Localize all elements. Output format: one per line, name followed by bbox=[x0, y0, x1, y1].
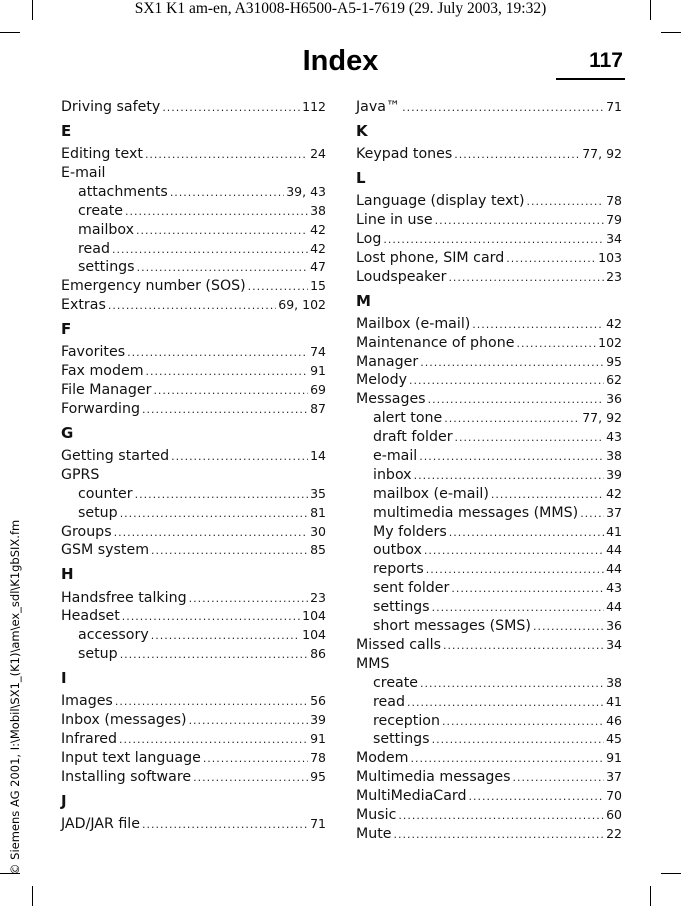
index-entry bbox=[356, 353, 622, 372]
index-page-numbers: 74 bbox=[310, 344, 326, 360]
index-term: setup bbox=[78, 646, 118, 663]
dot-leader bbox=[122, 608, 300, 627]
index-term: alert tone bbox=[373, 410, 443, 427]
index-page-numbers: 42 bbox=[310, 221, 326, 237]
index-page-numbers: 15 bbox=[310, 278, 326, 294]
index-term: settings bbox=[373, 731, 430, 748]
index-page-numbers: 37 bbox=[606, 504, 622, 520]
dot-leader bbox=[454, 146, 580, 165]
index-subentry bbox=[356, 598, 622, 617]
index-page-numbers: 39 bbox=[606, 466, 622, 482]
crop-mark-bottom-right-vertical bbox=[650, 886, 651, 906]
index-entry bbox=[61, 296, 326, 315]
dot-leader bbox=[136, 222, 308, 241]
index-term: Maintenance of phone bbox=[356, 334, 515, 351]
dot-leader bbox=[398, 807, 604, 826]
index-page-numbers: 91 bbox=[310, 731, 326, 747]
index-subentry bbox=[356, 447, 622, 466]
index-page-numbers: 37 bbox=[606, 769, 622, 785]
index-subentry bbox=[356, 693, 622, 712]
index-term: Fax modem bbox=[61, 363, 144, 380]
index-page-numbers: 86 bbox=[310, 646, 326, 662]
index-term: Driving safety bbox=[61, 99, 161, 115]
crop-mark-top-right-horizontal bbox=[661, 32, 681, 33]
index-entry bbox=[356, 98, 622, 117]
index-entry bbox=[356, 211, 622, 230]
index-subentry bbox=[356, 712, 622, 731]
index-entry bbox=[356, 825, 622, 844]
index-entry bbox=[356, 268, 622, 287]
dot-leader bbox=[162, 99, 300, 118]
index-page-numbers: 81 bbox=[310, 504, 326, 520]
index-term: Lost phone, SIM card bbox=[356, 249, 505, 266]
index-subentry bbox=[61, 240, 326, 259]
index-entry bbox=[61, 447, 326, 466]
dot-leader bbox=[513, 769, 605, 788]
index-page-numbers: 41 bbox=[606, 523, 622, 539]
index-term: Messages bbox=[356, 391, 426, 408]
index-subentry bbox=[356, 560, 622, 579]
index-entry bbox=[356, 636, 622, 655]
index-entry bbox=[356, 230, 622, 249]
dot-leader bbox=[151, 542, 308, 561]
index-term: mailbox bbox=[78, 221, 135, 238]
dot-leader bbox=[455, 429, 605, 448]
crop-mark-top-left-horizontal bbox=[0, 32, 20, 33]
index-subentry bbox=[356, 409, 622, 428]
index-term: inbox bbox=[373, 466, 412, 483]
index-term: short messages (SMS) bbox=[373, 618, 531, 635]
page-title: Index bbox=[302, 45, 379, 77]
index-page-numbers: 42 bbox=[606, 485, 622, 501]
index-term: Modem bbox=[356, 750, 409, 767]
index-letter-heading: F bbox=[61, 320, 72, 339]
dot-leader bbox=[442, 713, 604, 732]
index-page-numbers: 38 bbox=[606, 674, 622, 690]
index-term: JAD/JAR file bbox=[61, 815, 140, 832]
index-page-numbers: 56 bbox=[310, 693, 326, 709]
index-term: Editing text bbox=[61, 146, 143, 163]
index-subentry bbox=[61, 202, 326, 221]
index-page-numbers: 34 bbox=[606, 636, 622, 652]
index-entry bbox=[61, 98, 326, 117]
index-term: Log bbox=[356, 230, 382, 247]
index-term: Handsfree talking bbox=[61, 589, 187, 606]
index-letter-heading: K bbox=[356, 121, 368, 140]
index-term: Java™ bbox=[356, 99, 401, 115]
index-term: attachments bbox=[78, 183, 168, 200]
index-term: e-mail bbox=[373, 448, 418, 465]
index-page-numbers: 62 bbox=[606, 372, 622, 388]
dot-leader bbox=[580, 505, 604, 524]
index-page-numbers: 60 bbox=[606, 806, 622, 822]
dot-leader bbox=[420, 675, 604, 694]
index-term: Multimedia messages bbox=[356, 769, 511, 786]
index-term: Headset bbox=[61, 608, 120, 625]
index-entry bbox=[61, 749, 326, 768]
index-page-numbers: 95 bbox=[310, 768, 326, 784]
dot-leader bbox=[432, 599, 605, 618]
index-page-numbers: 34 bbox=[606, 230, 622, 246]
index-entry bbox=[356, 315, 622, 334]
index-entry bbox=[61, 466, 326, 485]
index-subentry bbox=[61, 221, 326, 240]
dot-leader bbox=[137, 259, 309, 278]
dot-leader bbox=[449, 524, 604, 543]
index-entry bbox=[356, 806, 622, 825]
dot-leader bbox=[526, 193, 604, 212]
crop-mark-bottom-left-vertical bbox=[32, 886, 33, 906]
dot-leader bbox=[120, 505, 308, 524]
index-page-numbers: 69 bbox=[310, 382, 326, 398]
index-term: settings bbox=[78, 259, 135, 276]
index-entry bbox=[356, 371, 622, 390]
dot-leader bbox=[420, 354, 604, 373]
index-term: accessory bbox=[78, 627, 149, 644]
index-term: Extras bbox=[61, 297, 106, 314]
index-subentry bbox=[356, 579, 622, 598]
index-letter-heading: L bbox=[356, 168, 366, 187]
index-page-numbers: 78 bbox=[606, 193, 622, 209]
dot-leader bbox=[444, 410, 580, 429]
index-page-numbers: 45 bbox=[606, 731, 622, 747]
index-term: Manager bbox=[356, 353, 419, 370]
index-page-numbers: 95 bbox=[606, 353, 622, 369]
dot-leader bbox=[127, 344, 308, 363]
dot-leader bbox=[142, 816, 308, 835]
dot-leader bbox=[248, 278, 308, 297]
index-subentry bbox=[356, 428, 622, 447]
dot-leader bbox=[428, 391, 605, 410]
index-page-numbers: 41 bbox=[606, 693, 622, 709]
index-term: E-mail bbox=[61, 164, 106, 181]
index-term: reports bbox=[373, 561, 424, 578]
index-term: Infrared bbox=[61, 731, 117, 748]
dot-leader bbox=[435, 212, 604, 231]
index-term: read bbox=[373, 693, 405, 710]
index-letter-heading: H bbox=[61, 565, 74, 584]
index-page-numbers: 112 bbox=[302, 99, 326, 114]
index-term: Music bbox=[356, 806, 397, 823]
index-letter-heading: M bbox=[356, 291, 371, 310]
index-entry bbox=[61, 145, 326, 164]
index-subentry bbox=[356, 466, 622, 485]
dot-leader bbox=[533, 618, 604, 637]
dot-leader bbox=[203, 750, 308, 769]
index-term: Images bbox=[61, 693, 113, 710]
dot-leader bbox=[125, 203, 308, 222]
page-number: 117 bbox=[589, 49, 623, 72]
running-header: SX1 K1 am-en, A31008-H6500-A5-1-7619 (29. July 2003, 19:32) bbox=[134, 0, 547, 17]
index-page-numbers: 85 bbox=[310, 542, 326, 558]
dot-leader bbox=[151, 627, 300, 646]
index-term: File Manager bbox=[61, 382, 152, 399]
index-subentry bbox=[356, 523, 622, 542]
index-page-numbers: 23 bbox=[310, 589, 326, 605]
dot-leader bbox=[443, 637, 604, 656]
index-entry bbox=[356, 334, 622, 353]
index-page-numbers: 14 bbox=[310, 448, 326, 464]
index-term: draft folder bbox=[373, 429, 453, 446]
index-page-numbers: 22 bbox=[606, 825, 622, 841]
index-page-numbers: 43 bbox=[606, 580, 622, 596]
index-entry bbox=[61, 815, 326, 834]
index-entry bbox=[61, 607, 326, 626]
index-term: MMS bbox=[356, 655, 390, 672]
dot-leader bbox=[189, 712, 309, 731]
index-subentry bbox=[356, 485, 622, 504]
dot-leader bbox=[506, 250, 596, 269]
index-column-right bbox=[356, 98, 622, 844]
dot-leader bbox=[112, 241, 308, 260]
index-term: Loudspeaker bbox=[356, 268, 447, 285]
dot-leader bbox=[491, 486, 604, 505]
index-page-numbers: 24 bbox=[310, 146, 326, 162]
index-subentry bbox=[356, 730, 622, 749]
index-term: MultiMediaCard bbox=[356, 788, 467, 805]
dot-leader bbox=[472, 316, 604, 335]
index-term: GPRS bbox=[61, 466, 100, 483]
index-term: sent folder bbox=[373, 580, 450, 597]
index-page-numbers: 71 bbox=[310, 815, 326, 831]
index-page-numbers: 44 bbox=[606, 542, 622, 558]
index-term: outbox bbox=[373, 542, 422, 559]
index-subentry bbox=[356, 504, 622, 523]
dot-leader bbox=[414, 467, 605, 486]
index-entry bbox=[61, 730, 326, 749]
index-page-numbers: 30 bbox=[310, 523, 326, 539]
dot-leader bbox=[419, 448, 604, 467]
index-entry bbox=[356, 145, 622, 164]
index-entry bbox=[61, 277, 326, 296]
dot-leader bbox=[189, 590, 309, 609]
index-page-numbers: 44 bbox=[606, 599, 622, 615]
index-page-numbers: 46 bbox=[606, 712, 622, 728]
index-page-numbers: 91 bbox=[310, 363, 326, 379]
dot-leader bbox=[394, 826, 605, 845]
dot-leader bbox=[448, 269, 604, 288]
index-page-numbers: 103 bbox=[598, 249, 622, 265]
index-entry bbox=[61, 362, 326, 381]
index-subentry bbox=[356, 674, 622, 693]
index-entry bbox=[61, 381, 326, 400]
dot-leader bbox=[432, 731, 605, 750]
index-term: Keypad tones bbox=[356, 146, 453, 163]
dot-leader bbox=[468, 788, 604, 807]
index-term: Favorites bbox=[61, 344, 126, 361]
index-term: Language (display text) bbox=[356, 193, 525, 210]
index-page-numbers: 102 bbox=[598, 334, 622, 350]
copyright-side-note: © Siemens AG 2001, I:\Mobil\SX1_(K1)\am\ex_sdl\K1gbSIX.fm bbox=[8, 519, 22, 875]
index-term: My folders bbox=[373, 523, 447, 540]
dot-leader bbox=[193, 769, 308, 788]
index-page-numbers: 38 bbox=[606, 448, 622, 464]
index-subentry bbox=[61, 183, 326, 202]
index-term: Line in use bbox=[356, 212, 433, 229]
index-page-numbers: 104 bbox=[302, 627, 326, 643]
index-term: settings bbox=[373, 599, 430, 616]
index-term: reception bbox=[373, 712, 440, 729]
index-page-numbers: 36 bbox=[606, 391, 622, 407]
index-page-numbers: 79 bbox=[606, 212, 622, 228]
dot-leader bbox=[145, 146, 308, 165]
index-page-numbers: 42 bbox=[310, 240, 326, 256]
index-page-numbers: 38 bbox=[310, 202, 326, 218]
index-entry bbox=[61, 711, 326, 730]
dot-leader bbox=[383, 231, 604, 250]
index-page-numbers: 87 bbox=[310, 400, 326, 416]
index-entry bbox=[356, 655, 622, 674]
index-term: mailbox (e-mail) bbox=[373, 485, 489, 502]
index-term: Inbox (messages) bbox=[61, 712, 187, 729]
dot-leader bbox=[426, 561, 604, 580]
index-term: create bbox=[78, 202, 124, 219]
index-subentry bbox=[356, 617, 622, 636]
index-entry bbox=[61, 541, 326, 560]
dot-leader bbox=[135, 486, 309, 505]
index-subentry bbox=[61, 626, 326, 645]
index-term: Emergency number (SOS) bbox=[61, 278, 246, 295]
index-entry bbox=[61, 164, 326, 183]
index-page-numbers: 44 bbox=[606, 561, 622, 577]
dot-leader bbox=[146, 363, 309, 382]
index-term: Mute bbox=[356, 825, 392, 842]
index-column-left bbox=[61, 98, 326, 834]
index-page-numbers: 78 bbox=[310, 749, 326, 765]
index-page-numbers: 36 bbox=[606, 618, 622, 634]
dot-leader bbox=[142, 401, 308, 420]
index-page-numbers: 77, 92 bbox=[582, 146, 622, 162]
index-subentry bbox=[61, 485, 326, 504]
index-entry bbox=[61, 343, 326, 362]
index-page-numbers: 104 bbox=[302, 608, 326, 624]
dot-leader bbox=[108, 297, 276, 316]
dot-leader bbox=[410, 750, 604, 769]
index-page-numbers: 71 bbox=[606, 99, 622, 114]
index-page-numbers: 70 bbox=[606, 788, 622, 804]
index-letter-heading: G bbox=[61, 423, 74, 442]
index-entry bbox=[356, 192, 622, 211]
index-term: Forwarding bbox=[61, 400, 140, 417]
dot-leader bbox=[120, 646, 308, 665]
index-subentry bbox=[356, 541, 622, 560]
dot-leader bbox=[516, 335, 596, 354]
index-term: create bbox=[373, 674, 419, 691]
index-entry bbox=[356, 768, 622, 787]
index-letter-heading: J bbox=[61, 791, 67, 810]
index-page-numbers: 43 bbox=[606, 429, 622, 445]
index-term: Installing software bbox=[61, 768, 192, 785]
index-entry bbox=[356, 787, 622, 806]
dot-leader bbox=[153, 382, 308, 401]
index-term: multimedia messages (MMS) bbox=[373, 504, 579, 521]
index-entry bbox=[61, 692, 326, 711]
index-letter-heading: E bbox=[61, 121, 72, 140]
index-term: Mailbox (e-mail) bbox=[356, 315, 471, 332]
index-page-numbers: 23 bbox=[606, 268, 622, 284]
index-page-numbers: 69, 102 bbox=[278, 297, 326, 313]
index-entry bbox=[61, 400, 326, 419]
dot-leader bbox=[170, 184, 284, 203]
index-term: GSM system bbox=[61, 542, 150, 559]
dot-leader bbox=[171, 448, 308, 467]
dot-leader bbox=[402, 99, 604, 118]
index-page-numbers: 47 bbox=[310, 259, 326, 275]
index-term: Getting started bbox=[61, 448, 170, 465]
index-letter-heading: I bbox=[61, 669, 67, 688]
index-subentry bbox=[61, 645, 326, 664]
page-number-rule bbox=[556, 78, 625, 80]
index-term: Missed calls bbox=[356, 636, 441, 653]
index-term: Input text language bbox=[61, 749, 201, 766]
dot-leader bbox=[119, 731, 308, 750]
index-entry bbox=[61, 589, 326, 608]
index-page-numbers: 35 bbox=[310, 485, 326, 501]
dot-leader bbox=[115, 693, 308, 712]
dot-leader bbox=[424, 542, 604, 561]
index-term: counter bbox=[78, 485, 133, 502]
dot-leader bbox=[451, 580, 604, 599]
index-page-numbers: 42 bbox=[606, 315, 622, 331]
index-subentry bbox=[61, 258, 326, 277]
index-entry bbox=[61, 523, 326, 542]
dot-leader bbox=[407, 694, 604, 713]
index-entry bbox=[61, 768, 326, 787]
index-entry bbox=[356, 249, 622, 268]
index-subentry bbox=[61, 504, 326, 523]
index-page-numbers: 91 bbox=[606, 750, 622, 766]
dot-leader bbox=[114, 524, 309, 543]
index-page-numbers: 39 bbox=[310, 712, 326, 728]
index-page-numbers: 39, 43 bbox=[286, 183, 326, 199]
crop-mark-bottom-right-horizontal bbox=[661, 873, 681, 874]
index-page-numbers: 77, 92 bbox=[582, 410, 622, 426]
index-term: Melody bbox=[356, 372, 407, 389]
index-term: read bbox=[78, 240, 110, 257]
dot-leader bbox=[409, 372, 604, 391]
index-term: setup bbox=[78, 504, 118, 521]
index-term: Groups bbox=[61, 523, 112, 540]
index-entry bbox=[356, 390, 622, 409]
index-entry bbox=[356, 749, 622, 768]
